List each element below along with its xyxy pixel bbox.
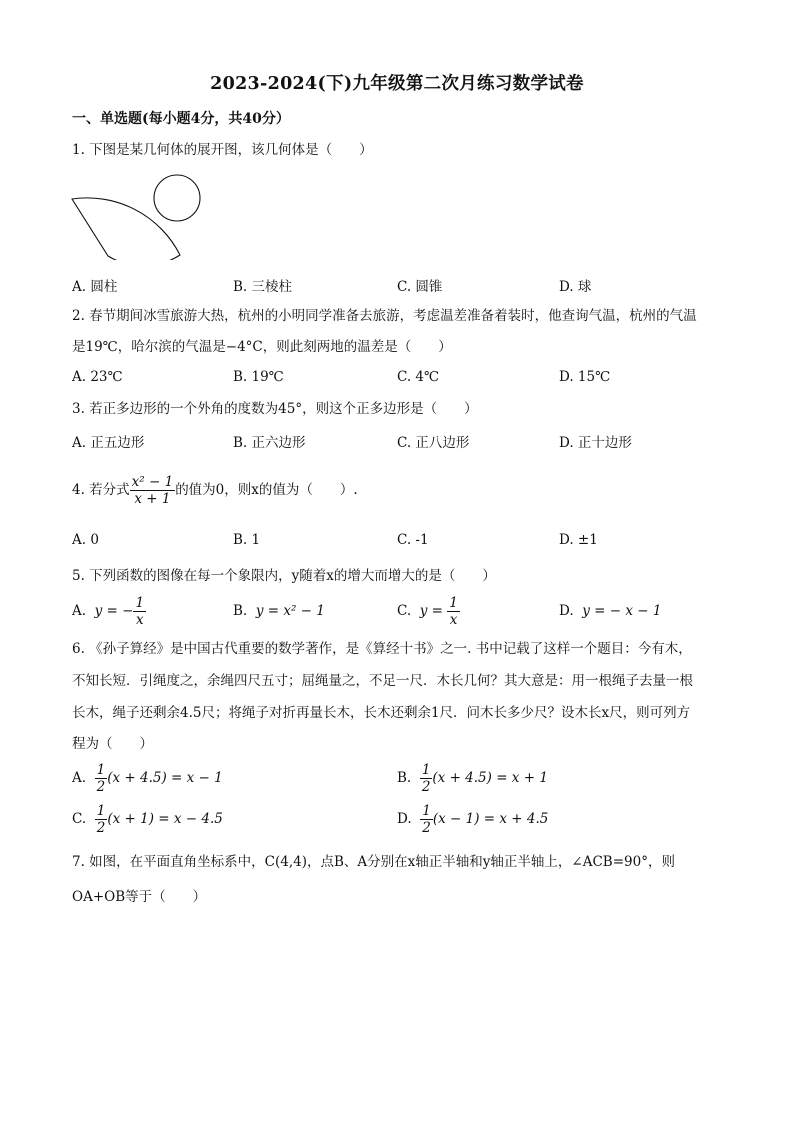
question-4-stem — [72, 470, 358, 510]
q1-option-d: D. 球 — [559, 279, 592, 295]
q6-option-d-expr: (x − 1) = x + 4.5 — [432, 811, 549, 827]
question-6-line-1: 6. 《孙子算经》是中国古代重要的数学著作，是《算经十书》之一. 书中记载了这样一个题目：今有木， — [72, 641, 692, 657]
q3-option-b: B. 正六边形 — [233, 435, 306, 451]
q6-d-half-den: 2 — [422, 820, 431, 836]
question-6-line-3: 长木，绳子还剩余4.5尺；将绳子对折再量长木，长木还剩余1尺．问木长多少尺？设木长x尺，则可列方 — [72, 705, 691, 721]
q6-option-a-label: A. — [72, 770, 87, 786]
q6-d-half-num: 1 — [422, 803, 431, 819]
q1-option-a: A. 圆柱 — [72, 279, 118, 295]
q4-fraction-numerator: x² − 1 — [131, 474, 174, 490]
q4-fraction — [130, 474, 176, 507]
q2-option-b: B. 19℃ — [233, 369, 284, 385]
q5-option-b-label: B. — [233, 603, 248, 619]
q6-option-d — [397, 801, 548, 837]
question-1-stem: 1. 下图是某几何体的展开图，该几何体是（ ） — [72, 142, 373, 158]
question-6-line-4: 程为（ ） — [72, 736, 153, 752]
q5-option-a-label: A. — [72, 603, 87, 619]
q5-option-c-expr: y = — [419, 603, 443, 619]
question-7-line-1: 7. 如图，在平面直角坐标系中，C(4,4)，点B、A分别在x轴正半轴和y轴正半轴上，∠ACB=90°，则 — [72, 854, 675, 870]
q5-option-c-label: C. — [397, 603, 412, 619]
sector-circle-net-figure — [66, 170, 208, 260]
q5-option-a-fraction — [133, 595, 146, 628]
q4-fraction-denominator: x + 1 — [134, 491, 171, 507]
q1-option-c: C. 圆锥 — [397, 279, 443, 295]
q4-suffix: 的值为0，则x的值为（ ）. — [175, 482, 358, 498]
q6-a-half — [95, 762, 108, 795]
q6-option-b-expr: (x + 4.5) = x + 1 — [432, 770, 548, 786]
section-heading: 一、单选题(每小题4分，共40分） — [72, 111, 290, 127]
q6-c-half-num: 1 — [96, 803, 106, 819]
q5-option-b-expr: y = x² − 1 — [255, 603, 325, 619]
q6-b-half-den: 2 — [421, 779, 431, 795]
q6-option-b — [397, 760, 548, 796]
question-7-line-2: OA+OB等于（ ） — [72, 889, 207, 905]
q6-option-c — [72, 801, 223, 837]
q6-a-half-den: 2 — [96, 779, 106, 795]
q2-option-a: A. 23℃ — [72, 369, 123, 385]
q4-prefix: 4. 若分式 — [72, 482, 130, 498]
q6-option-b-label: B. — [397, 770, 412, 786]
q6-b-half — [420, 762, 433, 795]
q6-c-half — [95, 803, 108, 836]
q4-option-d: D. ±1 — [559, 532, 598, 548]
q1-option-b: B. 三棱柱 — [233, 279, 293, 295]
q6-option-c-label: C. — [72, 811, 87, 827]
q6-c-half-den: 2 — [96, 820, 106, 836]
question-5-stem: 5. 下列函数的图像在每一个象限内，y随着x的增大而增大的是（ ） — [72, 568, 496, 584]
q5-option-d-expr: y = − x − 1 — [582, 603, 662, 619]
q6-option-a — [72, 760, 223, 796]
question-6-line-2: 不知长短．引绳度之，余绳四尺五寸；屈绳量之，不足一尺．木长几何？其大意是：用一根绳子去量一根 — [72, 673, 693, 689]
q6-option-a-expr: (x + 4.5) = x − 1 — [107, 770, 223, 786]
q2-option-d: D. 15℃ — [559, 369, 611, 385]
q5-c-denominator: x — [449, 612, 458, 628]
q2-option-c: C. 4℃ — [397, 369, 440, 385]
q3-option-c: C. 正八边形 — [397, 435, 470, 451]
q5-option-d-label: D. — [559, 603, 574, 619]
q5-a-numerator: 1 — [135, 595, 145, 611]
q4-option-a: A. 0 — [72, 532, 99, 548]
q5-option-a — [72, 593, 146, 629]
q5-option-c-fraction — [447, 595, 460, 628]
q3-option-d: D. 正十边形 — [559, 435, 632, 451]
q5-c-numerator: 1 — [449, 595, 458, 611]
question-3-stem: 3. 若正多边形的一个外角的度数为45°，则这个正多边形是（ ） — [72, 401, 478, 417]
q6-d-half — [420, 803, 433, 836]
q4-option-c: C. -1 — [397, 532, 429, 548]
q6-a-half-num: 1 — [96, 762, 106, 778]
q5-a-denominator: x — [135, 612, 144, 628]
q6-option-d-label: D. — [397, 811, 412, 827]
q5-option-d — [559, 603, 661, 619]
q3-option-a: A. 正五边形 — [72, 435, 145, 451]
page-title: 2023-2024(下)九年级第二次月练习数学试卷 — [210, 74, 584, 94]
q6-option-c-expr: (x + 1) = x − 4.5 — [107, 811, 223, 827]
q6-b-half-num: 1 — [421, 762, 431, 778]
q5-option-c — [397, 593, 460, 629]
question-2-line-2: 是19℃，哈尔滨的气温是−4°C，则此刻两地的温差是（ ） — [72, 339, 452, 355]
q5-option-a-expr: y = − — [94, 603, 134, 619]
question-2-line-1: 2. 春节期间冰雪旅游大热，杭州的小明同学准备去旅游，考虑温差准备着装时，他查询气温，杭州的气温 — [72, 308, 697, 324]
q5-option-b — [233, 603, 325, 619]
q4-option-b: B. 1 — [233, 532, 261, 548]
